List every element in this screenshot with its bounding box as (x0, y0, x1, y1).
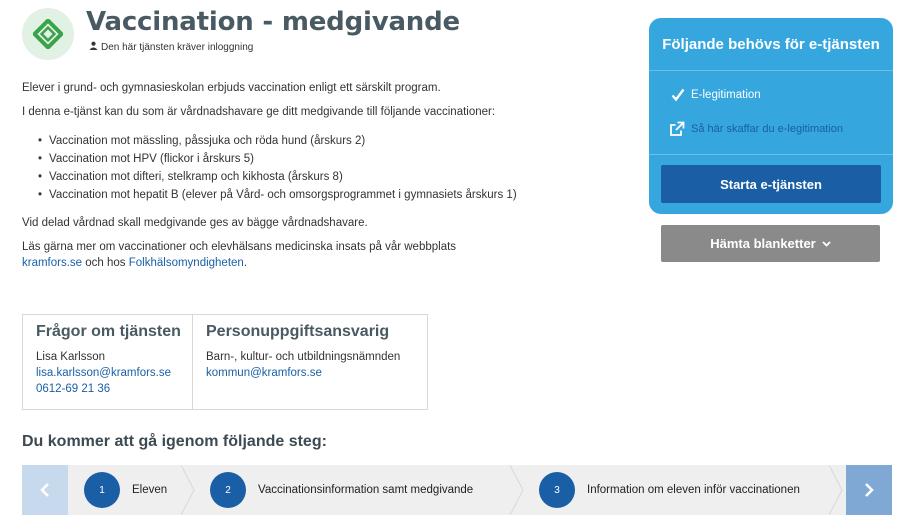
list-item: • Vaccination mot difteri, stelkramp och kikhosta (årskurs 8) (38, 169, 542, 185)
contact-email-link[interactable]: lisa.karlsson@kramfors.se (36, 367, 172, 379)
vaccination-list (38, 133, 542, 203)
step-label: Information om eleven inför vaccinationen (587, 484, 800, 496)
get-e-id-link[interactable] (669, 121, 843, 137)
download-forms-label: Hämta blanketter (710, 236, 816, 251)
data-controller-heading: Personuppgiftsansvarig (206, 323, 390, 340)
page-header (22, 8, 622, 60)
login-required-note (89, 41, 253, 53)
folkhalsomyndigheten-link[interactable]: Folkhälsomyndigheten (128, 257, 244, 269)
paragraph-text: och hos (82, 257, 129, 269)
data-controller-org: Barn-, kultur- och utbildningsnämnden (206, 351, 401, 363)
list-item: • Vaccination mot hepatit B (elever på Vård- och omsorgsprogrammet i gymnasiets årskurs 1) (38, 187, 542, 203)
step-3 (539, 465, 800, 515)
step-number: 2 (210, 472, 246, 508)
steps-carousel (22, 465, 892, 515)
contact-box (22, 314, 428, 410)
download-forms-button[interactable] (661, 225, 880, 262)
step-1 (84, 465, 167, 515)
requirements-panel (649, 18, 893, 214)
external-link-icon (669, 121, 685, 137)
kramfors-link[interactable]: kramfors.se (22, 257, 83, 269)
intro-paragraph-2: I denna e-tjänst kan du som är vårdnadshavare ge ditt medgivande till följande vaccinationer: (22, 106, 496, 118)
list-item: • Vaccination mot HPV (flickor i årskurs 5) (38, 151, 542, 167)
data-controller-column (193, 315, 413, 409)
questions-heading: Frågor om tjänsten (36, 323, 181, 340)
data-controller-email-link[interactable]: kommun@kramfors.se (206, 367, 322, 379)
service-logo-icon (22, 8, 74, 60)
list-item: • Vaccination mot mässling, påssjuka och röda hund (årskurs 2) (38, 133, 542, 149)
intro-content (22, 80, 542, 279)
paragraph-text: Läs gärna mer om vaccinationer och elevhälsans medicinska insats på vår webbplats (22, 241, 457, 253)
get-e-id-link-text: Så här skaffar du e-legitimation (691, 123, 844, 135)
previous-step-button[interactable] (22, 465, 68, 515)
requirements-heading: Följande behövs för e-tjänsten (649, 18, 893, 71)
sidebar-divider (649, 154, 893, 155)
contact-phone-link[interactable]: 0612-69 21 36 (36, 383, 111, 395)
intro-paragraph-1: Elever i grund- och gymnasieskolan erbjuds vaccination enligt ett särskilt program. (22, 82, 441, 94)
next-step-button[interactable] (846, 465, 892, 515)
paragraph-text: . (243, 257, 248, 269)
step-number: 3 (539, 472, 575, 508)
page-title: Vaccination - medgivande (86, 7, 460, 37)
start-e-service-button[interactable]: Starta e-tjänsten (661, 165, 881, 203)
steps-heading: Du kommer att gå igenom följande steg: (22, 433, 327, 450)
step-number: 1 (84, 472, 120, 508)
chevron-left-icon (39, 482, 51, 498)
requirement-label: E-legitimation (691, 89, 761, 101)
intro-paragraph-4 (22, 239, 542, 271)
user-icon (89, 41, 98, 53)
contact-name: Lisa Karlsson (36, 351, 106, 363)
login-note-text: Den här tjänsten kräver inloggning (101, 41, 254, 53)
intro-paragraph-3: Vid delad vårdnad skall medgivande ges av bägge vårdnadshavare. (22, 217, 368, 229)
step-separator-icon (509, 465, 525, 515)
step-separator-icon (828, 465, 844, 515)
step-label: Eleven (132, 484, 168, 496)
step-label: Vaccinationsinformation samt medgivande (258, 484, 474, 496)
checkmark-icon (671, 88, 685, 102)
chevron-down-icon (822, 241, 831, 247)
step-separator-icon (180, 465, 196, 515)
questions-column (23, 315, 193, 409)
step-2 (210, 465, 473, 515)
chevron-right-icon (863, 482, 875, 498)
requirement-item (671, 88, 761, 102)
